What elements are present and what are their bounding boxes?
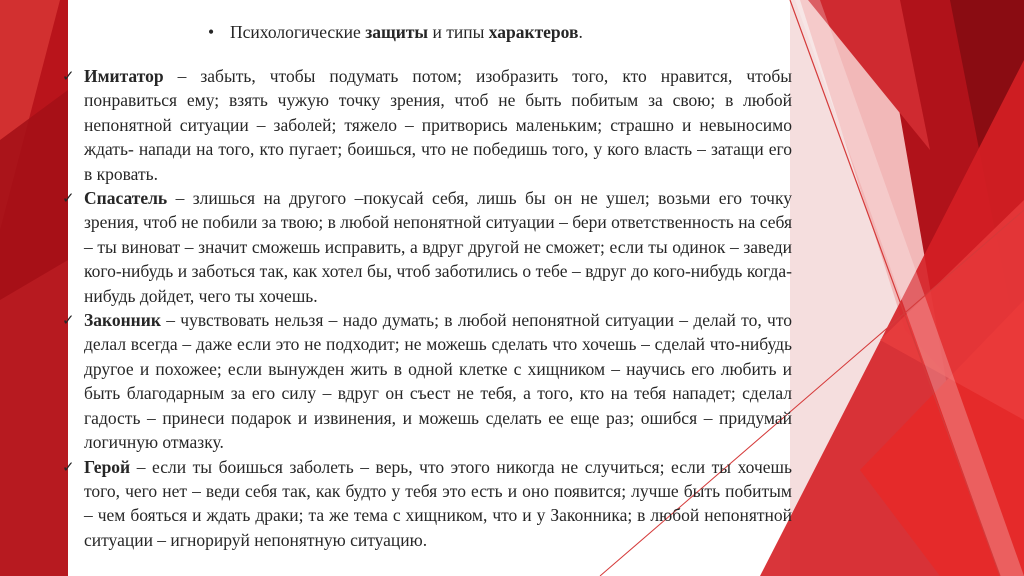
list-item-lawman	[62, 308, 792, 454]
slide-title	[208, 20, 583, 44]
title-bullet: •	[208, 22, 215, 42]
checkmark-icon: ✓	[62, 457, 75, 476]
left-mid-facet	[0, 260, 68, 576]
item-description: – злишься на другого –покусай себя, лишь бы он не ушел; возьми его точку зрения, чтоб не побили за твою; в любой непонятной ситуации – бери ответственность на себя – ты виноват – значит сможешь исправить, а вдруг другой не сможет; если ты одинок – заведи кого-нибудь и заботься так, как хотел бы, чтоб заботились о тебе – вдруг до кого-нибудь когда-нибудь дойдет, чего ты хочешь.	[84, 188, 792, 306]
list-item-hero	[62, 455, 792, 553]
item-term: Имитатор	[84, 66, 164, 86]
list-item-imitator	[62, 64, 792, 186]
item-description: – забыть, чтобы подумать потом; изобразить того, кто нравится, чтобы понравиться ему; взять чужую точку зрения, чтоб не быть побитым за свою; в любой непонятной ситуации – заболей; тяжело – притворись маленьким; страшно и невыносимо ждать- напади на того, кто пугает; боишься, что не победишь того, у кого власть – затащи его в кровать.	[84, 66, 792, 184]
title-part: и типы	[428, 22, 489, 42]
list-item-rescuer	[62, 186, 792, 308]
title-part-bold: защиты	[365, 22, 429, 42]
item-term: Герой	[84, 456, 131, 477]
checkmark-icon: ✓	[62, 189, 75, 208]
title-part: Психологические	[230, 22, 366, 42]
checkmark-icon: ✓	[62, 67, 75, 85]
item-term: Законник	[84, 310, 161, 331]
checkmark-icon: ✓	[62, 311, 75, 330]
title-part-bold: характеров	[488, 22, 579, 42]
character-types-list	[62, 64, 792, 552]
item-description: – если ты боишься заболеть – верь, что этого никогда не случиться; если ты хочешь того, чего нет – веди себя так, как будто у тебя это есть и оно появится; лучше быть побитым – чем бояться и ждать драки; та же тема с хищником, что и у Законника; в любой непонятной ситуации – игнорируй непонятную ситуацию.	[84, 456, 792, 550]
item-description: – чувствовать нельзя – надо думать; в любой непонятной ситуации – делай то, что делал всегда – даже если это не подходит; не можешь сделать что хочешь – сделай что-нибудь другое и похожее; если вынужден жить в одной клетке с хищником – научись его любить и быть благодарным за его силу – вдруг он съест не тебя, а того, кто на тебя нападет; сделал гадость – принеси подарок и извинения, и можешь сделать ее еще раз; ошибся – придумай логичную отмазку.	[84, 310, 792, 453]
item-term: Спасатель	[84, 188, 168, 209]
title-part: .	[578, 22, 583, 42]
